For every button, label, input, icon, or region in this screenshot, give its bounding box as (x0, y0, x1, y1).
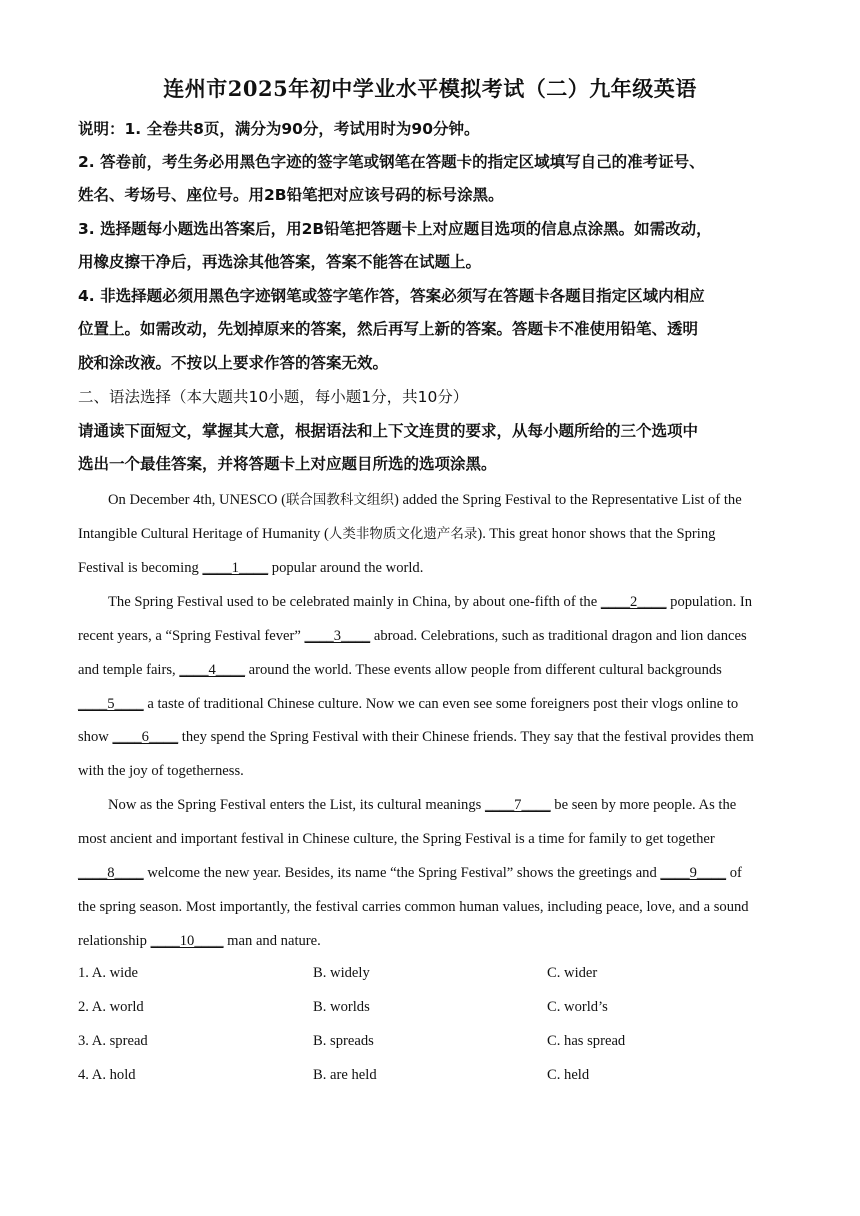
option-b[interactable]: B. are held (313, 1067, 377, 1083)
blank-7: ____7____ (484, 797, 551, 813)
option-b[interactable]: B. worlds (313, 999, 370, 1015)
blank-10: ____10____ (150, 933, 224, 949)
option-a[interactable]: 1. A. wide (78, 965, 138, 981)
blank-6: ____6____ (112, 729, 179, 745)
option-a[interactable]: 2. A. world (78, 999, 144, 1015)
passage-line: Festival is becoming ____1____ popular around the world. (78, 560, 424, 576)
option-a[interactable]: 4. A. hold (78, 1067, 136, 1083)
instruction-line: 位置上。如需改动，先划掉原来的答案，然后再写上新的答案。答题卡不准使用铅笔、透明 (78, 320, 699, 338)
passage-line: ____5____ a taste of traditional Chinese culture. Now we can even see some foreigners post their vlogs online to (78, 696, 739, 712)
section-heading: 二、语法选择（本大题共10小题，每小题1分，共10分） (78, 388, 469, 406)
passage-line: show ____6____ they spend the Spring Festival with their Chinese friends. They say that the festival provides them (78, 729, 754, 745)
passage-line: the spring season. Most importantly, the festival carries common human values, including peace, love, and a sound (78, 899, 749, 915)
option-c[interactable]: C. wider (547, 965, 598, 981)
blank-1: ____1____ (202, 560, 269, 576)
instruction-line: 2. 答卷前，考生务必用黑色字迹的签字笔或钢笔在答题卡的指定区域填写自己的准考证号、 (78, 153, 705, 171)
option-b[interactable]: B. spreads (313, 1033, 374, 1049)
directions-line: 请通读下面短文，掌握其大意，根据语法和上下文连贯的要求，从每小题所给的三个选项中 (78, 422, 699, 440)
instruction-line: 说明：1. 全卷共8页，满分为90分，考试用时为90分钟。 (78, 120, 480, 138)
passage-line: most ancient and important festival in Chinese culture, the Spring Festival is a time for family to get together (78, 831, 715, 847)
option-c[interactable]: C. world’s (547, 999, 608, 1015)
option-c[interactable]: C. held (547, 1067, 590, 1083)
passage-line: The Spring Festival used to be celebrated mainly in China, by about one-fifth of the ____2____ population. In (108, 594, 753, 610)
passage-line: relationship ____10____ man and nature. (78, 933, 321, 949)
blank-2: ____2____ (600, 594, 667, 610)
passage-line: Now as the Spring Festival enters the List, its cultural meanings ____7____ be seen by more people. As the (108, 797, 737, 813)
instruction-line: 4. 非选择题必须用黑色字迹钢笔或签字笔作答，答案必须写在答题卡各题目指定区域内相应 (78, 287, 705, 305)
instruction-line: 姓名、考场号、座位号。用2B铅笔把对应该号码的标号涂黑。 (78, 186, 504, 204)
option-a[interactable]: 3. A. spread (78, 1033, 148, 1049)
option-b[interactable]: B. widely (313, 965, 370, 981)
blank-5: ____5____ (78, 696, 144, 712)
instruction-line: 胶和涂改液。不按以上要求作答的答案无效。 (78, 354, 389, 372)
instruction-line: 用橡皮擦干净后，再选涂其他答案，答案不能答在试题上。 (78, 253, 482, 271)
blank-3: ____3____ (304, 628, 371, 644)
directions-line: 选出一个最佳答案，并将答题卡上对应题目所选的选项涂黑。 (78, 455, 497, 473)
passage-line: with the joy of togetherness. (78, 763, 244, 779)
instruction-line: 3. 选择题每小题选出答案后，用2B铅笔把答题卡上对应题目选项的信息点涂黑。如需改动， (78, 220, 712, 238)
passage-line: On December 4th, UNESCO (联合国教科文组织) added the Spring Festival to the Representative List of the (108, 492, 742, 508)
blank-8: ____8____ (78, 865, 144, 881)
passage-line: ____8____ welcome the new year. Besides, its name “the Spring Festival” shows the greetings and ____9____ of (78, 865, 742, 881)
blank-4: ____4____ (179, 662, 245, 678)
blank-9: ____9____ (660, 865, 727, 881)
passage-line: and temple fairs, ____4____ around the world. These events allow people from different cultural backgrounds (78, 662, 722, 678)
passage-line: recent years, a “Spring Festival fever” ____3____ abroad. Celebrations, such as traditional dragon and lion dances (78, 628, 747, 644)
exam-title: 连州市2025年初中学业水平模拟考试（二）九年级英语 (163, 76, 697, 101)
passage-line: Intangible Cultural Heritage of Humanity (人类非物质文化遗产名录). This great honor shows that the Spring (78, 526, 716, 542)
option-c[interactable]: C. has spread (547, 1033, 626, 1049)
